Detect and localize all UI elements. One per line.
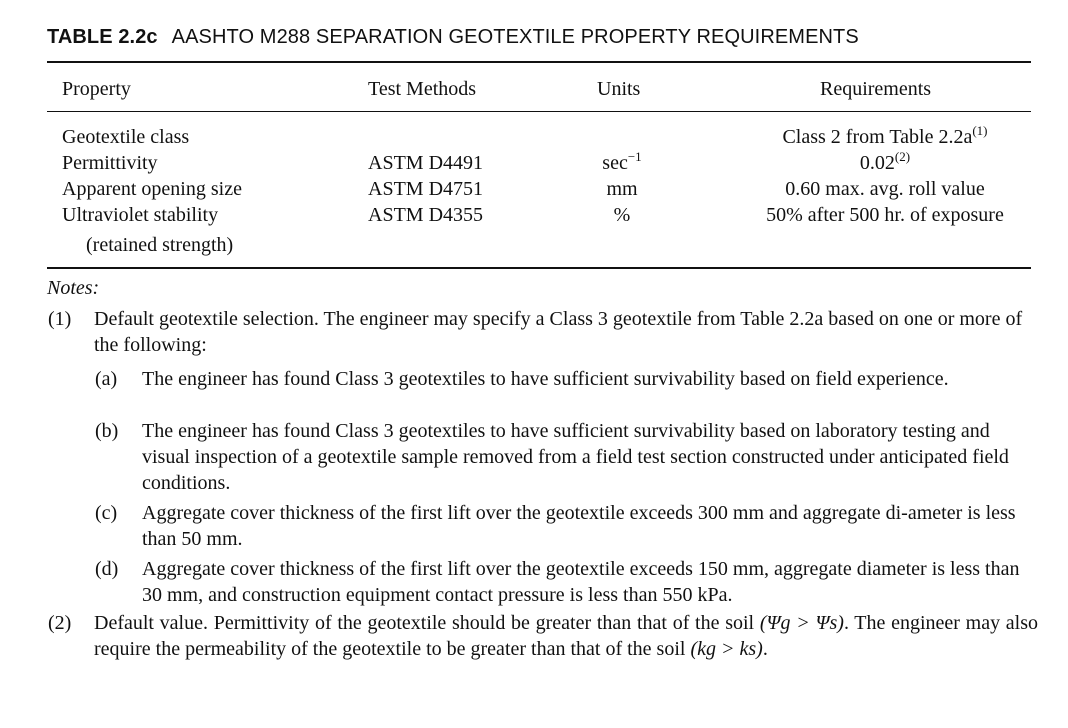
note-item-text: Aggregate cover thickness of the first lift over the geotextile exceeds 300 mm and aggregate di-ameter is less than 50 mm. bbox=[142, 502, 1016, 550]
row-property: Ultraviolet stability bbox=[62, 204, 219, 226]
row-test-method: ASTM D4751 bbox=[368, 178, 484, 200]
row-requirement: 0.60 max. avg. roll value bbox=[785, 178, 985, 200]
header-requirements: Requirements bbox=[820, 78, 932, 100]
table-number: TABLE 2.2c bbox=[47, 26, 158, 48]
note-item-text: Aggregate cover thickness of the first lift over the geotextile exceeds 150 mm, aggregate diameter is less than 30 mm, and construction equipment contact pressure is less than 550 kPa. bbox=[142, 558, 1020, 606]
note-item-label: (d) bbox=[95, 558, 119, 580]
table-row bbox=[0, 178, 1068, 204]
note-text: Default geotextile selection. The engineer may specify a Class 3 geotextile from Table 2.2a based on one or more of the following: bbox=[94, 308, 1023, 356]
note-number: (1) bbox=[48, 308, 72, 330]
note-item-label: (c) bbox=[95, 502, 118, 524]
row-requirement: Class 2 from Table $2.2a^{(1)}$ bbox=[782, 123, 988, 148]
row-property: Permittivity bbox=[62, 152, 158, 174]
row-units: mm bbox=[606, 178, 638, 200]
top-rule bbox=[47, 61, 1031, 63]
row-property: Geotextile class bbox=[62, 126, 190, 148]
permeability-inequality: (kg > ks) bbox=[690, 638, 763, 660]
note-number: (2) bbox=[48, 612, 72, 634]
row-units: % bbox=[613, 204, 631, 226]
header-property: Property bbox=[62, 78, 131, 100]
row-requirement: 50% after 500 hr. of exposure bbox=[766, 204, 1004, 226]
notes-label: Notes: bbox=[47, 277, 100, 299]
table-row bbox=[0, 204, 1068, 230]
row-property: Apparent opening size bbox=[62, 178, 242, 200]
row-test-method: ASTM D4491 bbox=[368, 152, 484, 174]
row-test-method: ASTM D4355 bbox=[368, 204, 484, 226]
note-item-label: (a) bbox=[95, 368, 118, 390]
header-units: Units bbox=[597, 78, 641, 100]
table-title bbox=[47, 26, 859, 49]
permittivity-inequality: (Ψg > Ψs) bbox=[759, 612, 844, 634]
table-row-continuation bbox=[0, 234, 1068, 260]
row-property-line2: (retained strength) bbox=[86, 234, 234, 256]
header-rule bbox=[47, 111, 1031, 112]
header-test-methods: Test Methods bbox=[368, 78, 477, 100]
note-item-text: The engineer has found Class 3 geotextiles to have sufficient survivability based on laboratory testing and visual inspection of a geotextile sample removed from a field test section constructed under anticipated field conditions. bbox=[142, 420, 1009, 494]
table-row bbox=[0, 149, 1068, 178]
bottom-rule bbox=[47, 267, 1031, 269]
row-units: $\sec^{-1}$ bbox=[602, 149, 642, 174]
note-item-label: (b) bbox=[95, 420, 119, 442]
table-caption: AASHTO M288 SEPARATION GEOTEXTILE PROPERTY REQUIREMENTS bbox=[171, 26, 859, 48]
note-item-text: The engineer has found Class 3 geotextiles to have sufficient survivability based on field experience. bbox=[142, 368, 949, 390]
note-text: Default value. Permittivity of the geotextile should be greater than that of the soil (Ψg > Ψs). The engineer may also require the permeability of the geotextile to be greater than that of the soil (kg > ks). bbox=[94, 612, 1039, 660]
row-requirement: 0.02$^{(2)}$ bbox=[859, 149, 911, 174]
